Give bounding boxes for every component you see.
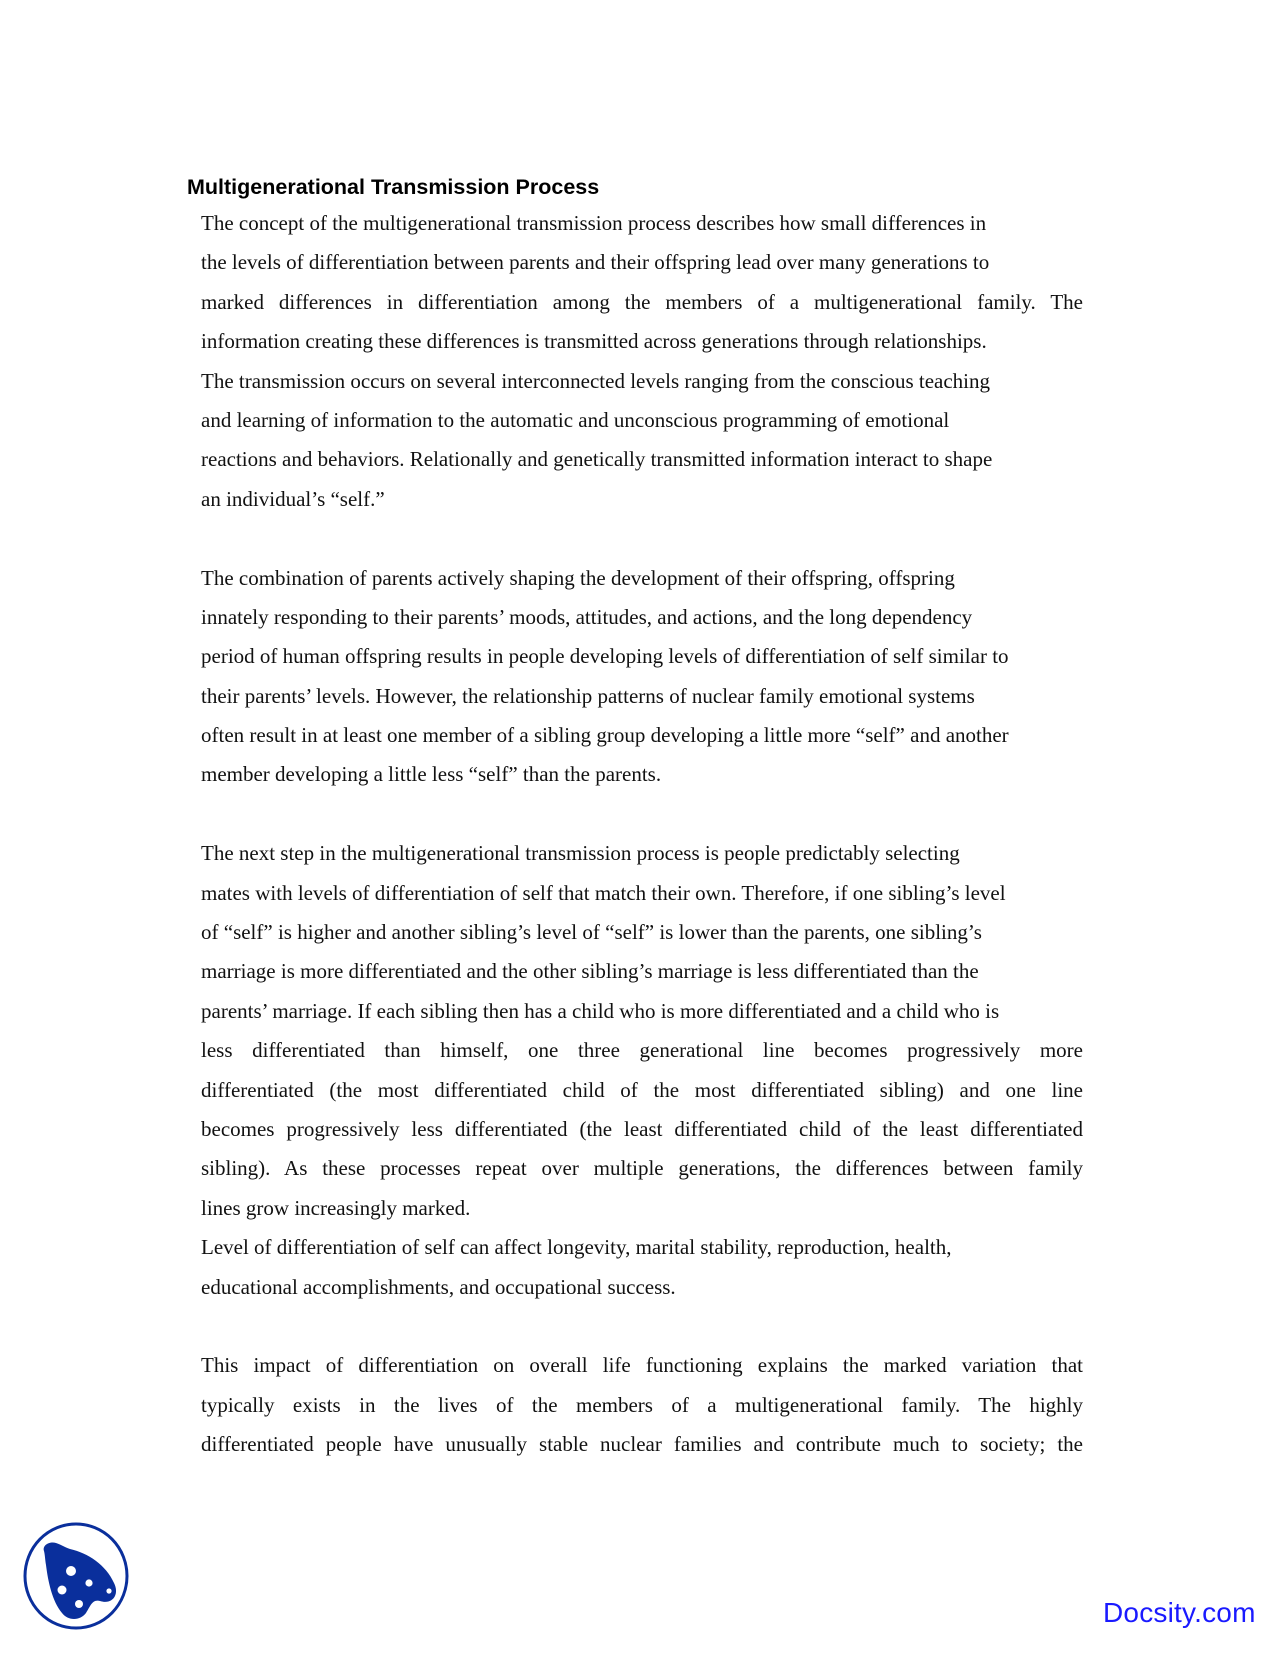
text-line: differentiated people have unusually stable nuclear families and contribute much to society; the	[201, 1432, 1083, 1457]
text-line: reactions and behaviors. Relationally and genetically transmitted information interact to shape	[201, 447, 993, 472]
docsity-logo-icon[interactable]	[22, 1521, 130, 1631]
section-title: Multigenerational Transmission Process	[187, 175, 600, 199]
docsity-brand-link[interactable]: Docsity.com	[1103, 1597, 1256, 1628]
document-body	[201, 204, 1083, 1465]
text-line: educational accomplishments, and occupational success.	[201, 1274, 676, 1299]
text-line: This impact of differentiation on overall life functioning explains the marked variation that	[201, 1353, 1083, 1378]
text-line: mates with levels of differentiation of self that match their own. Therefore, if one sibling’s level	[201, 880, 1006, 905]
text-line: parents’ marriage. If each sibling then has a child who is more differentiated and a child who is	[201, 998, 1000, 1023]
text-line: The concept of the multigenerational transmission process describes how small differences in	[201, 211, 987, 235]
text-line: period of human offspring results in people developing levels of differentiation of self similar to	[201, 644, 1009, 669]
text-line: The transmission occurs on several interconnected levels ranging from the conscious teaching	[201, 368, 990, 393]
text-line: becomes progressively less differentiated (the least differentiated child of the least differentiated	[201, 1116, 1083, 1141]
text-line: marriage is more differentiated and the other sibling’s marriage is less differentiated than the	[201, 959, 979, 984]
text-line: The combination of parents actively shaping the development of their offspring, offspring	[201, 565, 955, 590]
text-line: the levels of differentiation between parents and their offspring lead over many generations to	[201, 250, 990, 275]
text-line: an individual’s “self.”	[201, 486, 385, 511]
text-line: of “self” is higher and another sibling’s level of “self” is lower than the parents, one sibling’s	[201, 920, 982, 945]
text-line: member developing a little less “self” than the parents.	[201, 762, 662, 787]
text-line: innately responding to their parents’ moods, attitudes, and actions, and the long dependency	[201, 604, 973, 629]
text-line: sibling). As these processes repeat over multiple generations, the differences between family	[201, 1156, 1083, 1181]
text-line: Level of differentiation of self can affect longevity, marital stability, reproduction, health,	[201, 1235, 952, 1260]
text-line: less differentiated than himself, one three generational line becomes progressively more	[201, 1038, 1083, 1063]
paragraph-1	[201, 204, 1083, 519]
paragraph-4	[201, 1346, 1083, 1464]
text-line: typically exists in the lives of the members of a multigenerational family. The highly	[201, 1392, 1083, 1417]
text-line: and learning of information to the automatic and unconscious programming of emotional	[201, 407, 950, 432]
text-line: marked differences in differentiation among the members of a multigenerational family. The	[201, 289, 1083, 314]
paragraph-2	[201, 559, 1083, 795]
text-line: their parents’ levels. However, the relationship patterns of nuclear family emotional systems	[201, 683, 975, 708]
text-line: The next step in the multigenerational transmission process is people predictably selecting	[201, 841, 960, 866]
text-line: differentiated (the most differentiated child of the most differentiated sibling) and one line	[201, 1077, 1083, 1102]
text-line: lines grow increasingly marked.	[201, 1195, 471, 1220]
paragraph-3	[201, 834, 1083, 1307]
text-line: often result in at least one member of a sibling group developing a little more “self” and another	[201, 723, 1009, 748]
text-line: information creating these differences is transmitted across generations through relationships.	[201, 329, 987, 354]
